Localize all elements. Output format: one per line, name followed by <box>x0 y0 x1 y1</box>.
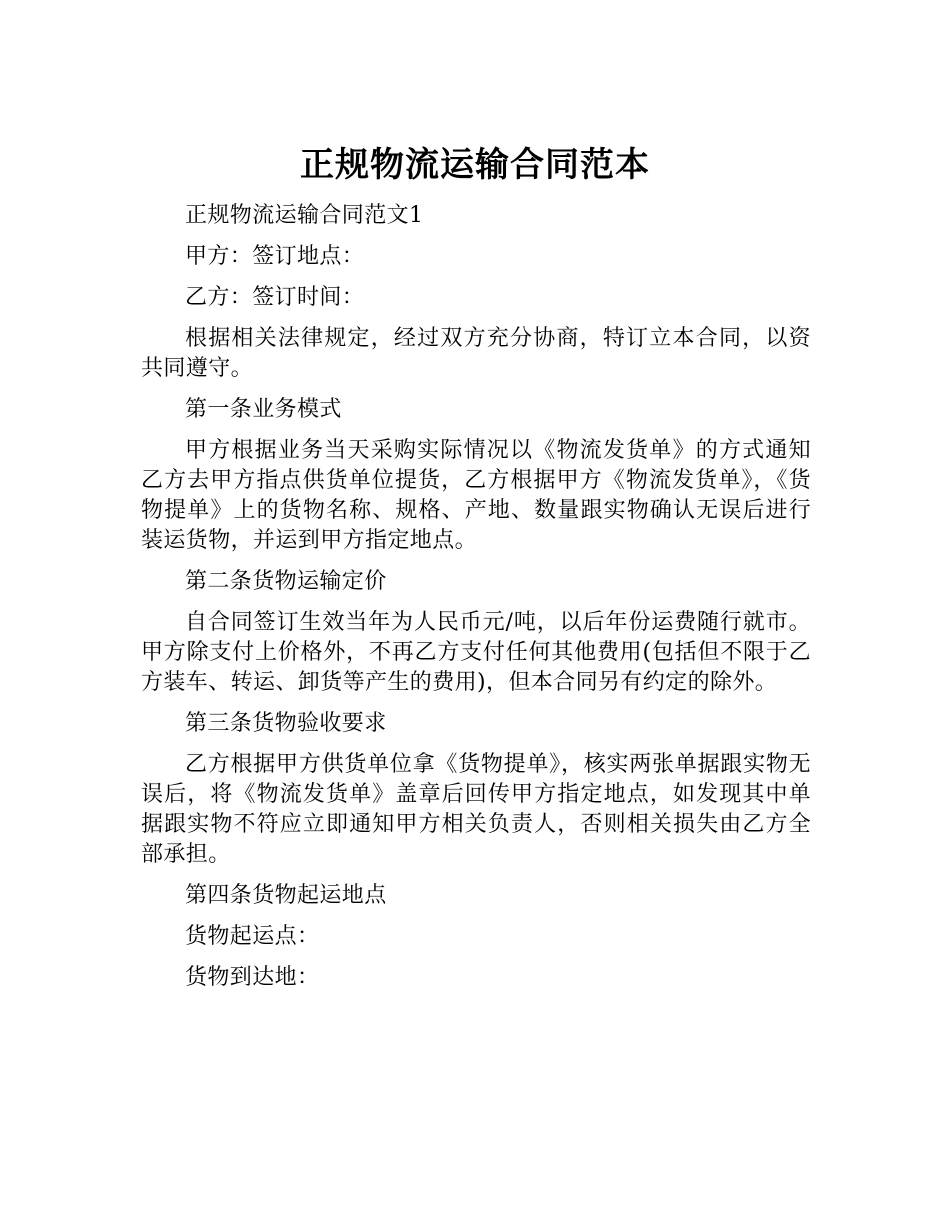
destination-line: 货物到达地： <box>185 965 320 990</box>
article-1-heading: 第一条业务模式 <box>185 397 342 422</box>
article-4-heading: 第四条货物起运地点 <box>185 883 387 908</box>
document-body <box>141 201 811 1004</box>
document-title: 正规物流运输合同范本 <box>300 144 650 185</box>
article-3-heading: 第三条货物验收要求 <box>185 711 387 736</box>
article-1-text: 甲方根据业务当天采购实际情况以《物流发货单》的方式通知乙方去甲方指点供货单位提货，乙方根据甲方《物流发货单》，《货物提单》上的货物名称、规格、产地、数量跟实物确认无误后进行装运货物，并运到甲方指定地点。 <box>141 438 811 553</box>
article-2-heading: 第二条货物运输定价 <box>185 569 387 594</box>
origin-point-line: 货物起运点： <box>185 924 320 949</box>
party-a-line: 甲方：签订地点： <box>185 244 365 269</box>
article-3-text: 乙方根据甲方供货单位拿《货物提单》，核实两张单据跟实物无误后，将《物流发货单》盖章后回传甲方指定地点，如发现其中单据跟实物不符应立即通知甲方相关负责人，否则相关损失由乙方全部承担。 <box>141 752 811 867</box>
contract-heading-line: 正规物流运输合同范文1 <box>185 203 424 228</box>
party-b-line: 乙方：签订时间： <box>185 285 365 310</box>
preamble-paragraph: 根据相关法律规定，经过双方充分协商，特订立本合同，以资共同遵守。 <box>141 326 811 381</box>
article-2-text: 自合同签订生效当年为人民币元/吨，以后年份运费随行就市。甲方除支付上价格外，不再乙方支付任何其他费用(包括但不限于乙方装车、转运、卸货等产生的费用)，但本合同另有约定的除外。 <box>141 610 811 695</box>
